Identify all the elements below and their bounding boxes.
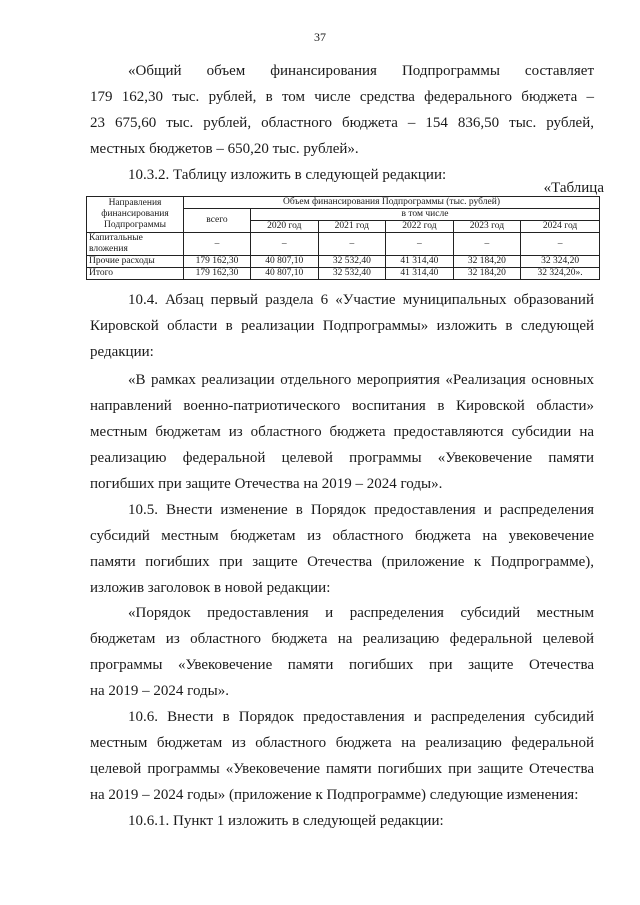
paragraph-table-edit — [90, 162, 594, 188]
cell-value: – — [521, 233, 600, 256]
table-header-row — [87, 197, 600, 209]
header-total: всего — [184, 209, 251, 233]
text-line: погибших при защите Отечества на 2019 – 2024 годы». — [90, 476, 443, 492]
header-year: 2024 год — [521, 221, 600, 233]
text-line: памяти погибших при защите Отечества (приложение к Подпрограмме), — [90, 554, 594, 570]
text-line: изложив заголовок в новой редакции: — [90, 580, 331, 596]
cell-value: – — [184, 233, 251, 256]
cell-value: 32 184,20 — [453, 256, 521, 268]
text-line: бюджетам из областного бюджета на реализацию федеральной целевой — [90, 631, 594, 647]
header-volume: Объем финансирования Подпрограммы (тыс. рублей) — [184, 197, 600, 209]
header-direction: Направления финансирования Подпрограммы — [87, 197, 184, 233]
text-line: 10.4. Абзац первый раздела 6 «Участие муниципальных образований — [128, 292, 594, 308]
paragraph-10-6 — [90, 704, 594, 808]
text-line: местным бюджетам из областного бюджета предоставляются субсидии на — [90, 424, 594, 440]
cell-value: 32 532,40 — [318, 256, 386, 268]
cell-value: 41 314,40 — [386, 256, 454, 268]
text-line: целевой программы «Увековечение памяти погибших при защите Отечества — [90, 761, 594, 777]
text-line: 23 675,60 тыс. рублей, областного бюджета – 154 836,50 тыс. рублей, — [90, 115, 594, 131]
table-note: «Таблица — [543, 180, 604, 196]
cell-value: 32 324,20». — [521, 268, 600, 280]
cell-value: – — [386, 233, 454, 256]
header-including: в том числе — [251, 209, 600, 221]
page-number: 37 — [314, 30, 326, 44]
header-year: 2023 год — [453, 221, 521, 233]
table-row — [87, 233, 600, 256]
text-line: направлений военно-патриотического воспитания в Кировской области» — [90, 398, 594, 414]
text-line: «Общий объем финансирования Подпрограммы составляет — [128, 63, 594, 79]
text-line: реализацию федеральной целевой программы «Увековечение памяти — [90, 450, 594, 466]
header-year: 2020 год — [251, 221, 319, 233]
row-label: Итого — [87, 268, 184, 280]
cell-value: 179 162,30 — [184, 256, 251, 268]
paragraph-financing-volume — [90, 58, 594, 162]
text-line: 10.3.2. Таблицу изложить в следующей редакции: — [128, 167, 447, 183]
text-line: на 2019 – 2024 годы». — [90, 683, 229, 699]
header-year: 2021 год — [318, 221, 386, 233]
text-line: 10.6.1. Пункт 1 изложить в следующей редакции: — [128, 813, 444, 829]
text-line: «Порядок предоставления и распределения субсидий местным — [128, 605, 594, 621]
header-year: 2022 год — [386, 221, 454, 233]
text-line: субсидий местным бюджетам из областного бюджета на увековечение — [90, 528, 594, 544]
paragraph-procedure-title — [90, 600, 594, 704]
text-line: программы «Увековечение памяти погибших при защите Отечества — [90, 657, 594, 673]
text-line: Кировской области в реализации Подпрограммы» изложить в следующей — [90, 318, 594, 334]
cell-value: – — [318, 233, 386, 256]
text-line: 10.5. Внести изменение в Порядок предоставления и распределения — [128, 502, 594, 518]
row-label: Прочие расходы — [87, 256, 184, 268]
paragraph-subsidies — [90, 367, 594, 497]
table-row — [87, 256, 600, 268]
text-line: на 2019 – 2024 годы» (приложение к Подпрограмме) следующие изменения: — [90, 787, 579, 803]
table-row — [87, 268, 600, 280]
text-line: 179 162,30 тыс. рублей, в том числе средства федерального бюджета – — [90, 89, 594, 105]
text-line: редакции: — [90, 344, 154, 360]
text-line: местным бюджетам из областного бюджета на реализацию федеральной — [90, 735, 594, 751]
cell-value: 40 807,10 — [251, 256, 319, 268]
text-line: 10.6. Внести в Порядок предоставления и распределения субсидий — [128, 709, 594, 725]
cell-value: 32 324,20 — [521, 256, 600, 268]
text-line: «В рамках реализации отдельного мероприятия «Реализация основных — [128, 372, 594, 388]
paragraph-10-5 — [90, 497, 594, 601]
cell-value: – — [251, 233, 319, 256]
cell-value: – — [453, 233, 521, 256]
cell-value: 40 807,10 — [251, 268, 319, 280]
paragraph-section-6 — [90, 287, 594, 365]
cell-value: 41 314,40 — [386, 268, 454, 280]
cell-value: 179 162,30 — [184, 268, 251, 280]
row-label: Капитальные вложения — [87, 233, 184, 256]
paragraph-10-6-1 — [90, 808, 594, 834]
financing-table — [86, 196, 600, 280]
text-line: местных бюджетов – 650,20 тыс. рублей». — [90, 141, 359, 157]
cell-value: 32 532,40 — [318, 268, 386, 280]
cell-value: 32 184,20 — [453, 268, 521, 280]
